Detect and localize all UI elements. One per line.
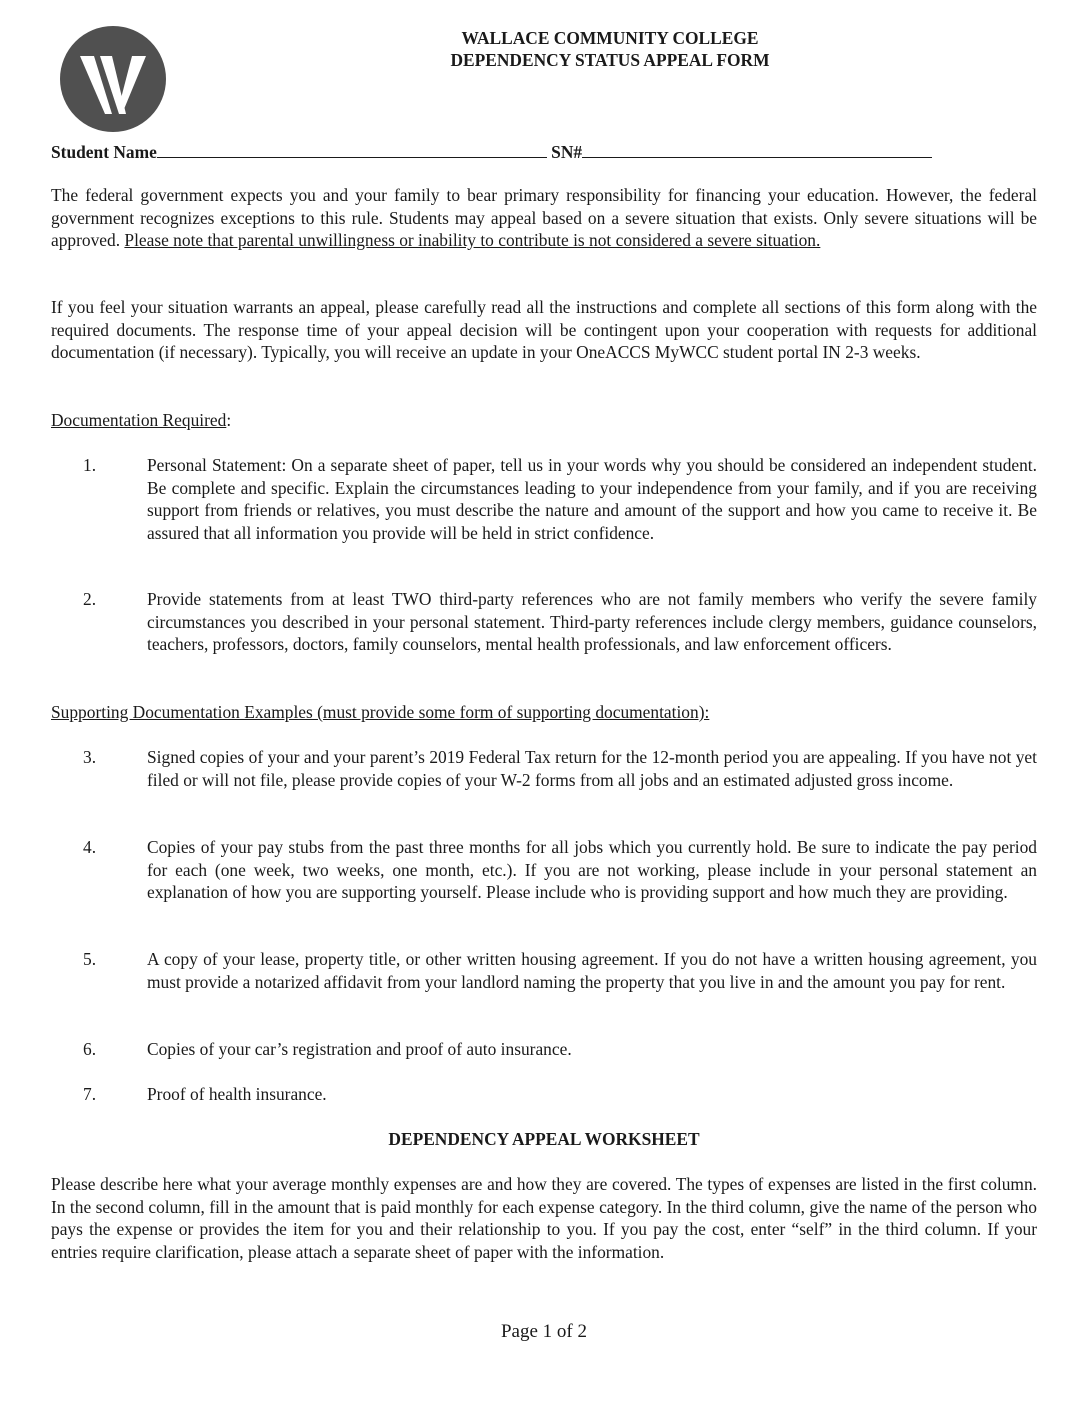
item-number: 1. bbox=[83, 455, 97, 475]
student-name-label: Student Name bbox=[51, 142, 157, 162]
item-number: 2. bbox=[83, 589, 97, 609]
heading-colon: : bbox=[226, 410, 232, 430]
intro-text: The federal government expects you and your family to bear primary responsibility for financing your education. However, the federal government recognizes exceptions to this rule. Students may appeal based on a severe situation that exists. Only severe situations will be approved. bbox=[51, 185, 1037, 250]
worksheet-instructions: Please describe here what your average monthly expenses are and how they are covered. The types of expenses are listed in the first column. In the second column, fill in the amount that is paid monthly for each expense category. In the third column, give the name of the person who pays the expense or provides the item for you and their relationship to you. If you pay the cost, enter “self” in the third column. If your entries require clarification, please attach a separate sheet of paper with the information. bbox=[51, 1174, 1037, 1262]
item-number: 5. bbox=[83, 949, 97, 969]
student-info-row bbox=[51, 140, 1051, 164]
list-item: Signed copies of your and your parent’s 2019 Federal Tax return for the 12-month period you are appealing. If you have not yet filed or will not file, please provide copies of your W-2 forms from all jobs and an estimated adjusted gross income. bbox=[147, 747, 1037, 790]
list-item: Provide statements from at least TWO third-party references who are not family members who verify the severe family circumstances you described in your personal statement. Third-party references include clergy members, guidance counselors, teachers, professors, doctors, family counselors, mental health professionals, and law enforcement officers. bbox=[147, 589, 1037, 654]
sn-field[interactable] bbox=[582, 140, 932, 158]
list-item: Copies of your car’s registration and proof of auto insurance. bbox=[147, 1039, 572, 1059]
documentation-required-heading bbox=[51, 409, 231, 432]
intro-paragraph-2: If you feel your situation warrants an appeal, please carefully read all the instructions and complete all sections of this form along with the required documents. The response time of your appeal decision will be contingent upon your cooperation with requests for additional documentation (if necessary). Typically, you will receive an update in your OneACCS MyWCC student portal IN 2-3 weeks. bbox=[51, 297, 1037, 362]
list-item: A copy of your lease, property title, or other written housing agreement. If you do not have a written housing agreement, you must provide a notarized affidavit from your landlord naming the property that you live in and the amount you pay for rent. bbox=[147, 949, 1037, 992]
item-number: 4. bbox=[83, 837, 97, 857]
intro-paragraph-1 bbox=[51, 184, 1037, 252]
supporting-documentation-heading: Supporting Documentation Examples (must provide some form of supporting documentation): bbox=[51, 702, 710, 722]
wallace-w-logo-icon bbox=[60, 26, 166, 132]
intro-underlined-note: Please note that parental unwillingness or inability to contribute is not considered a severe situation. bbox=[124, 230, 821, 250]
item-number: 7. bbox=[83, 1084, 97, 1104]
worksheet-title: DEPENDENCY APPEAL WORKSHEET bbox=[388, 1129, 700, 1149]
item-number: 3. bbox=[83, 747, 97, 767]
list-item: Copies of your pay stubs from the past three months for all jobs which you currently hold. Be sure to indicate the pay period for each (one week, two weeks, one month, etc.). If you are not working, please include in your personal statement an explanation of how you are supporting yourself. Please include who is providing support and how much they are providing. bbox=[147, 837, 1037, 902]
student-name-field[interactable] bbox=[157, 140, 547, 158]
list-item: Proof of health insurance. bbox=[147, 1084, 327, 1104]
item-number: 6. bbox=[83, 1039, 97, 1059]
page-number: Page 1 of 2 bbox=[500, 1321, 587, 1342]
list-item: Personal Statement: On a separate sheet of paper, tell us in your words why you should be considered an independent student. Be complete and specific. Explain the circumstances leading to your independence from your family, and if you are receiving support from friends or relatives, you must describe the nature and amount of the support and how you came to receive it. Be assured that all information you provide will be held in strict confidence. bbox=[147, 455, 1037, 543]
form-title: DEPENDENCY STATUS APPEAL FORM bbox=[450, 50, 770, 70]
sn-label: SN# bbox=[551, 142, 583, 162]
documentation-required-label: Documentation Required bbox=[51, 410, 227, 430]
college-name: WALLACE COMMUNITY COLLEGE bbox=[461, 28, 759, 48]
